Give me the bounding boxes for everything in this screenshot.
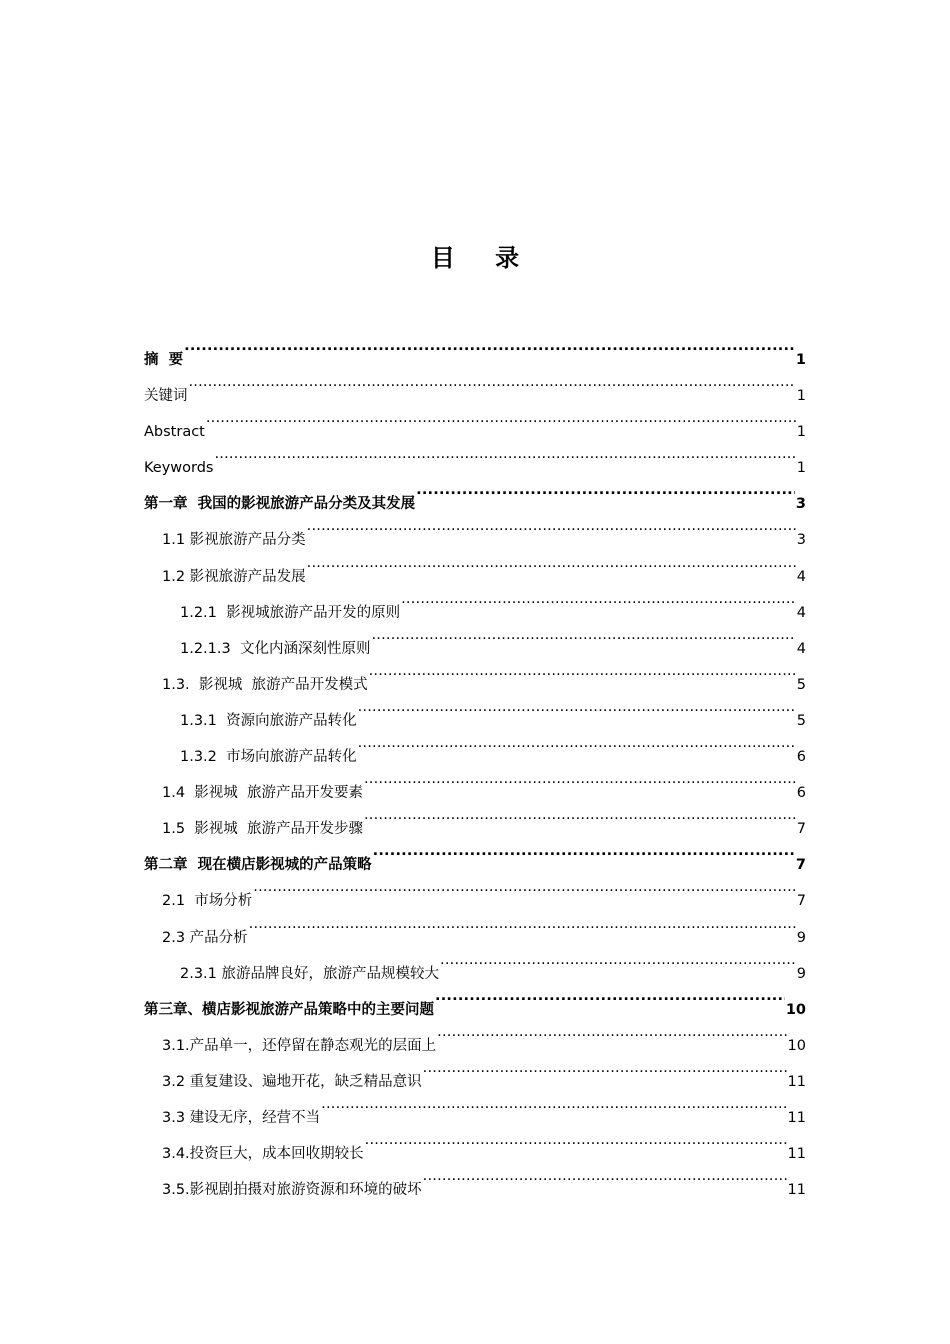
toc-entry-page-number: 10 — [787, 1037, 806, 1054]
toc-dot-leader — [358, 725, 796, 761]
table-of-contents — [144, 328, 806, 1199]
toc-entry-title: 1.3. 影视城 旅游产品开发模式 — [162, 676, 368, 693]
toc-dot-leader — [423, 1158, 787, 1194]
toc-entry-page-number: 1 — [796, 460, 806, 477]
toc-entry-title: 第三章、横店影视旅游产品策略中的主要问题 — [144, 1001, 434, 1018]
toc-dot-leader — [423, 1050, 787, 1086]
toc-entry-title: 3.3 建设无序，经营不当 — [162, 1109, 321, 1126]
toc-entry-title: 1.2.1.3 文化内涵深刻性原则 — [180, 640, 371, 657]
toc-entry-title: 3.1.产品单一，还停留在静态观光的层面上 — [162, 1037, 437, 1054]
toc-entry-page-number: 6 — [796, 749, 806, 766]
toc-dot-leader — [416, 472, 795, 508]
toc-dot-leader — [401, 581, 796, 617]
toc-entry-page-number: 11 — [787, 1146, 806, 1163]
toc-entry[interactable] — [144, 364, 806, 405]
toc-entry-title: 1.5 影视城 旅游产品开发步骤 — [162, 821, 363, 838]
toc-entry-page-number: 3 — [795, 496, 806, 513]
toc-entry-title: 摘 要 — [144, 352, 184, 368]
toc-entry-title: 2.3.1 旅游品牌良好，旅游产品规模较大 — [180, 965, 440, 982]
toc-dot-leader — [249, 906, 796, 942]
toc-dot-leader — [365, 1122, 787, 1158]
toc-entry[interactable] — [144, 472, 806, 513]
toc-entry-title: 1.3.2 市场向旅游产品转化 — [180, 749, 357, 766]
toc-title: 目 录 — [430, 244, 536, 272]
toc-entry-title: 1.4 影视城 旅游产品开发要素 — [162, 785, 363, 802]
toc-entry-page-number: 4 — [796, 640, 806, 657]
toc-dot-leader — [253, 869, 795, 905]
toc-dot-leader — [371, 617, 795, 653]
toc-entry-page-number: 1 — [796, 388, 806, 405]
toc-entry-page-number: 7 — [796, 893, 806, 910]
toc-dot-leader — [307, 508, 796, 544]
toc-dot-leader — [369, 653, 796, 689]
toc-dot-leader — [435, 978, 785, 1014]
toc-entry-title: 2.3 产品分析 — [162, 929, 248, 946]
toc-entry-page-number: 10 — [785, 1001, 806, 1018]
toc-dot-leader — [321, 1086, 786, 1122]
toc-dot-leader — [189, 364, 796, 400]
toc-entry-page-number: 4 — [796, 568, 806, 585]
toc-entry-page-number: 7 — [795, 857, 806, 874]
toc-entry-page-number: 4 — [796, 604, 806, 621]
toc-entry-title: 1.2.1 影视城旅游产品开发的原则 — [180, 604, 401, 621]
toc-entry-page-number: 11 — [787, 1109, 806, 1126]
toc-entry[interactable] — [144, 436, 806, 477]
toc-entry-title: 1.2 影视旅游产品发展 — [162, 568, 306, 585]
toc-dot-leader — [373, 833, 795, 869]
toc-entry-title: 3.4.投资巨大，成本回收期较长 — [162, 1146, 364, 1163]
toc-dot-leader — [437, 1014, 786, 1050]
toc-entry-title: 2.1 市场分析 — [162, 893, 253, 910]
toc-entry-title: 第二章 现在横店影视城的产品策略 — [144, 857, 372, 874]
toc-entry-page-number: 9 — [796, 965, 806, 982]
toc-entry-title: 3.2 重复建设、遍地开花，缺乏精品意识 — [162, 1073, 422, 1090]
toc-entry-title: Abstract — [144, 424, 205, 441]
toc-dot-leader — [307, 545, 796, 581]
toc-dot-leader — [184, 328, 795, 364]
toc-entry-title: 1.1 影视旅游产品分类 — [162, 532, 306, 549]
toc-entry[interactable] — [144, 328, 806, 368]
toc-dot-leader — [364, 797, 796, 833]
toc-entry-page-number: 5 — [796, 712, 806, 729]
toc-entry-page-number: 11 — [787, 1073, 806, 1090]
toc-entry-title: 3.5.影视剧拍摄对旅游资源和环境的破坏 — [162, 1182, 422, 1199]
toc-dot-leader — [206, 400, 796, 436]
toc-entry-page-number: 7 — [796, 821, 806, 838]
toc-dot-leader — [358, 689, 796, 725]
toc-entry-title: Keywords — [144, 460, 214, 477]
toc-entry[interactable] — [144, 400, 806, 441]
toc-entry-title: 1.3.1 资源向旅游产品转化 — [180, 712, 357, 729]
toc-entry-page-number: 11 — [787, 1182, 806, 1199]
toc-dot-leader — [364, 761, 796, 797]
toc-entry-title: 第一章 我国的影视旅游产品分类及其发展 — [144, 496, 416, 513]
toc-entry-page-number: 6 — [796, 785, 806, 802]
toc-entry-page-number: 5 — [796, 676, 806, 693]
toc-entry-page-number: 3 — [796, 532, 806, 549]
toc-entry-title: 关键词 — [144, 388, 188, 405]
toc-dot-leader — [440, 942, 796, 978]
toc-dot-leader — [214, 436, 795, 472]
toc-entry-page-number: 1 — [795, 352, 806, 368]
toc-entry-page-number: 9 — [796, 929, 806, 946]
toc-entry-page-number: 1 — [796, 424, 806, 441]
